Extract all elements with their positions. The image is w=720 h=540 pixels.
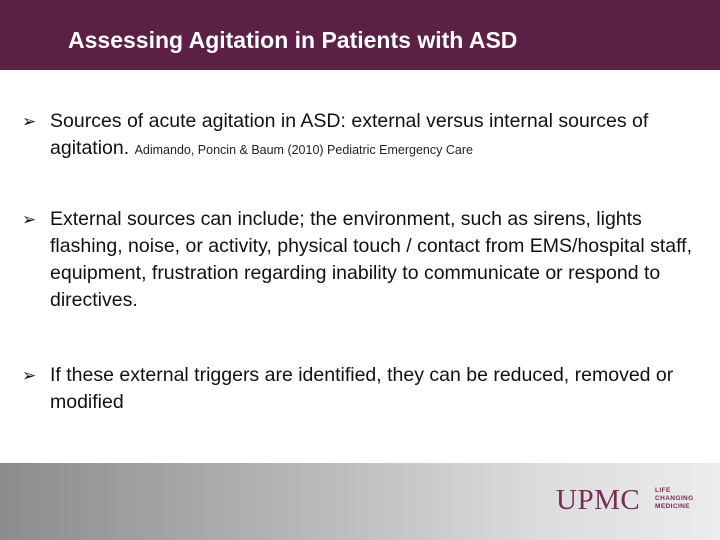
tagline-line: LIFE [655, 487, 671, 494]
citation: Adimando, Poncin & Baum (2010) Pediatric Emergency Care [134, 143, 473, 157]
arrow-bullet-icon: ➢ [22, 210, 37, 229]
bullet-text [50, 108, 702, 164]
bullet-text: If these external triggers are identified, they can be reduced, removed or modified [50, 364, 674, 413]
arrow-bullet-icon: ➢ [22, 366, 37, 385]
bullet-item [22, 206, 702, 314]
tagline-line: MEDICINE [655, 503, 690, 510]
slide-title: Assessing Agitation in Patients with ASD [68, 27, 518, 53]
logo-tagline [655, 487, 715, 511]
tagline-line: CHANGING [655, 495, 694, 502]
logo-wordmark: UPMC [556, 484, 641, 516]
bullet-item [22, 108, 702, 164]
bullet-main-text: Sources of acute agitation in ASD: external versus internal sources of agitation. [50, 110, 649, 159]
bullet-text: External sources can include; the environment, such as sirens, lights flashing, noise, or activity, physical touch / contact from EMS/hospital staff, equipment, frustration regarding inability to communicate or respond to directives. [50, 208, 692, 311]
slide-header [0, 0, 720, 70]
arrow-bullet-icon: ➢ [22, 112, 37, 131]
bullet-item [22, 362, 702, 416]
